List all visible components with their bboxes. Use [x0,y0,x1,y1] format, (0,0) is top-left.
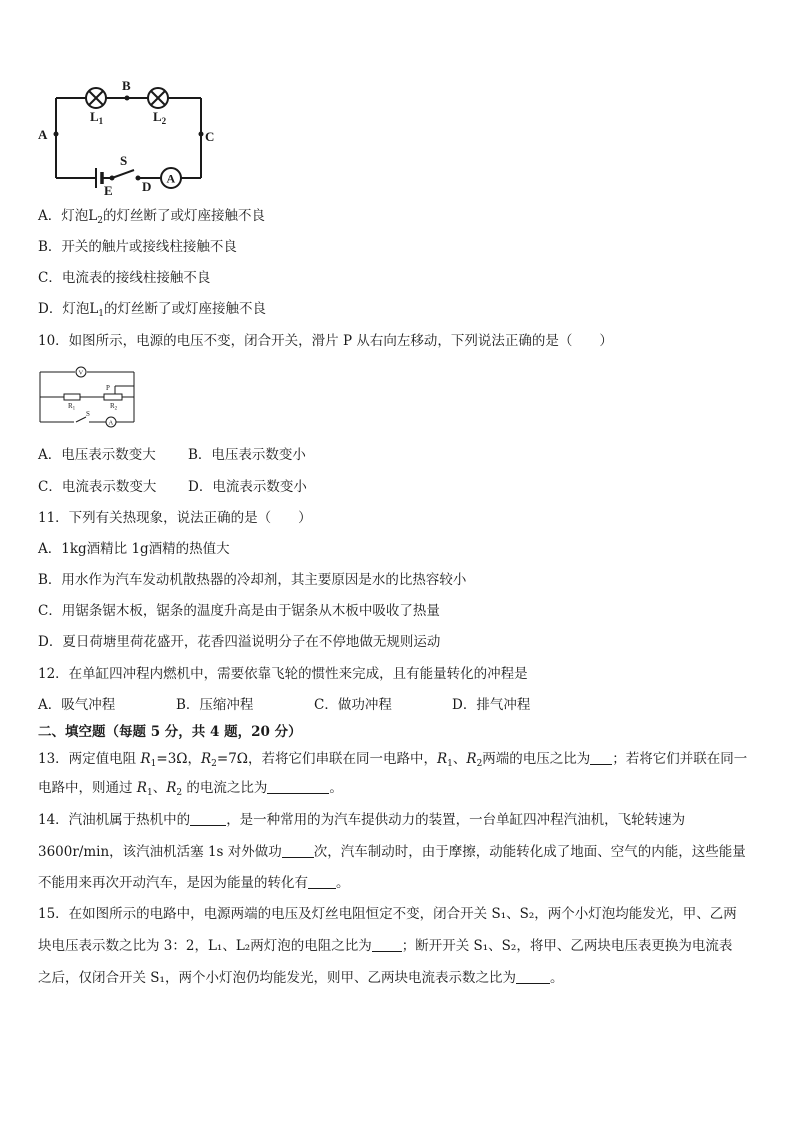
q12-stem: 12．在单缸四冲程内燃机中，需要依靠飞轮的惯性来完成，且有能量转化的冲程是 [38,666,528,682]
q10-stem: 10．如图所示，电源的电压不变，闭合开关，滑片 P 从右向左移动，下列说法正确的是（ ） [38,333,613,349]
q15-line-2: 块电压表示数之比为 3：2，L₁、L₂两灯泡的电阻之比为 ；断开开关 S₁、S₂，将甲、乙两块电压表更换为电流表 [38,938,733,954]
voltmeter-label: V [78,369,84,377]
q14-blank-3[interactable] [308,874,336,889]
label-r2: $R_2$ [110,402,118,412]
q9-option-c: C．电流表的接线柱接触不良 [38,270,211,286]
q12-option-d: D．排气冲程 [452,697,531,713]
label-a: A [38,127,48,142]
q14-line-3: 不能用来再次开动汽车，是因为能量的转化有 。 [38,875,350,891]
q14-blank-2[interactable] [282,843,314,858]
q12-option-b: B．压缩冲程 [176,697,254,713]
q10-options-row2 [38,477,307,497]
q9-option-a: A．灯泡$L_2$的灯丝断了或灯座接触不良 [38,208,265,226]
q13-blank-2[interactable] [267,779,329,794]
q10-option-b: B．电压表示数变小 [188,447,306,463]
q12-option-a: A．吸气冲程 [38,697,116,713]
label-e: E [104,183,113,198]
q9-option-d: D．灯泡$L_1$的灯丝断了或灯座接触不良 [38,301,267,319]
label-l1: $L_1$ [90,109,104,126]
q11-option-b: B．用水作为汽车发动机散热器的冷却剂，其主要原因是水的比热容较小 [38,572,467,588]
q15-blank-2[interactable] [516,969,550,984]
q11-option-c: C．用锯条锯木板，锯条的温度升高是由于锯条从木板中吸收了热量 [38,603,440,619]
q11-option-d: D．夏日荷塘里荷花盛开，花香四溢说明分子在不停地做无规则运动 [38,634,441,650]
q11-option-a: A．1kg酒精比 1g酒精的热值大 [38,541,230,557]
q10-options-row1 [38,445,306,465]
section-title-fill-blank: 二、填空题（每题 5 分，共 4 题，20 分） [38,724,302,740]
ammeter-label: A [166,171,176,186]
q15-blank-1[interactable] [372,937,402,952]
q10-option-c: C．电流表示数变大 [38,479,157,495]
switch-label-s: S [86,410,90,418]
q15-line-1: 15．在如图所示的电路中，电源两端的电压及灯丝电阻恒定不变，闭合开关 S₁、S₂，两个小灯泡均能发光，甲、乙两 [38,906,737,922]
q9-option-b: B．开关的触片或接线柱接触不良 [38,239,237,255]
label-r1: $R_1$ [68,402,76,412]
label-c: C [205,129,215,144]
q14-line-2: 3600r/min，该汽油机活塞 1s 对外做功 次，汽车制动时，由于摩擦，动能转化成了地面、空气的内能，这些能量 [38,844,746,860]
q13-blank-1[interactable] [590,750,612,765]
q10-option-d: D．电流表示数变小 [188,479,307,495]
q12-options [38,695,530,715]
label-b: B [122,78,131,93]
q13-line-1: 13．两定值电阻 $R_1=3\Omega$，$R_2=7\Omega$，若将它们串联在同一电路中，$R_1$、$R_2$两端的电压之比为 ；若将它们并联在同一 [38,751,748,769]
circuit-diagram-2 [34,364,144,432]
q13-line-2: 电路中，则通过 $R_1$、$R_2$ 的电流之比为 。 [38,780,343,798]
q10-option-a: A．电压表示数变大 [38,447,156,463]
ammeter-label-2: A [108,419,114,427]
q14-blank-1[interactable] [190,811,226,826]
q12-option-c: C．做功冲程 [314,697,392,713]
q11-stem: 11．下列有关热现象，说法正确的是（ ） [38,510,312,526]
label-l2: $L_2$ [153,109,167,126]
label-d: D [142,179,152,194]
slider-label-p: P [106,384,110,392]
circuit-diagram-1 [30,78,230,198]
q14-line-1: 14．汽油机属于热机中的 ，是一种常用的为汽车提供动力的装置，一台单缸四冲程汽油机，飞轮转速为 [38,812,686,828]
q15-line-3: 之后，仅闭合开关 S₁，两个小灯泡仍均能发光，则甲、乙两块电流表示数之比为 。 [38,970,564,986]
label-s: S [120,153,128,168]
